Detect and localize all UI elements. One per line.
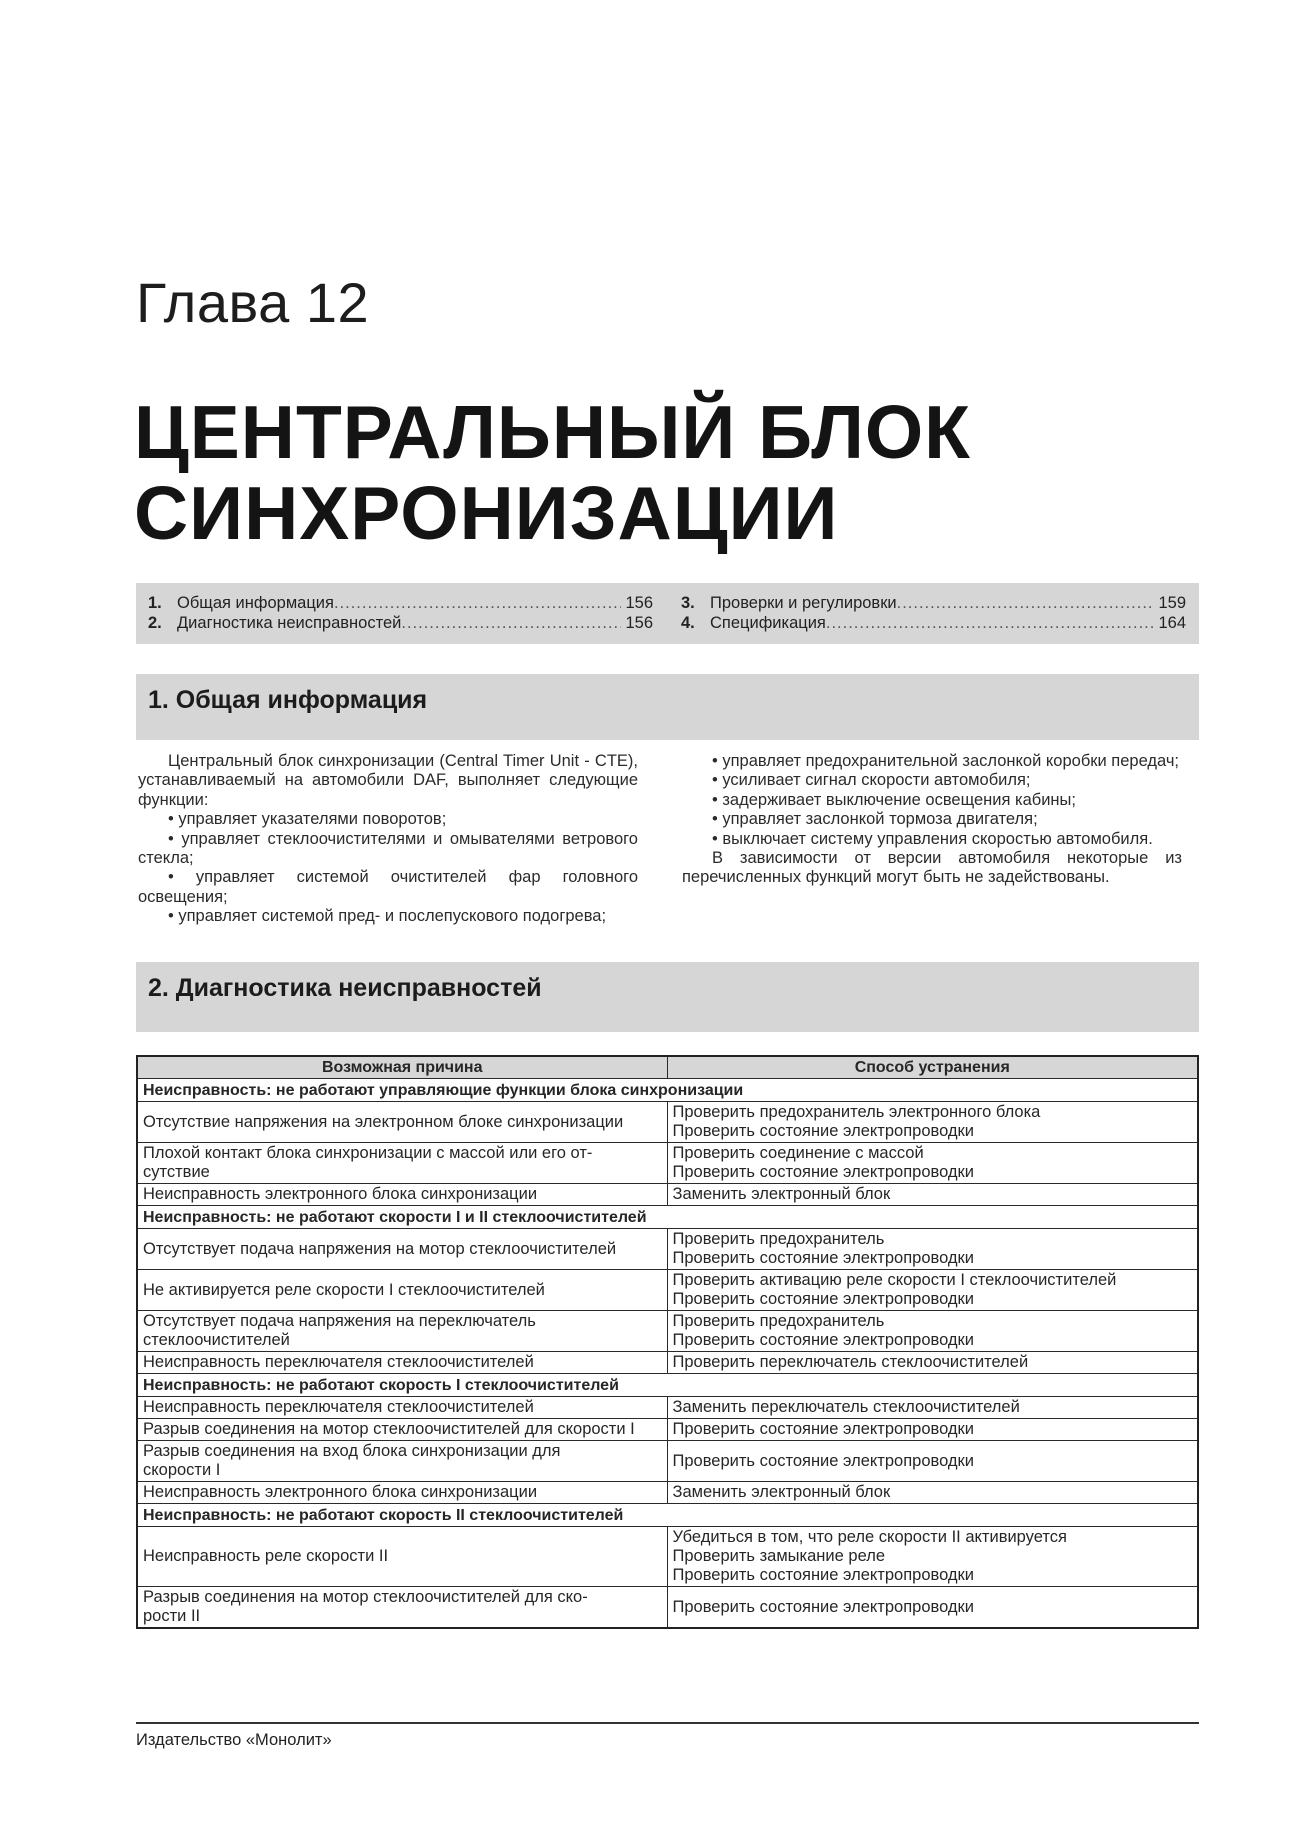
fix-text: Проверить переключатель стеклоочистителей [672,1353,1029,1371]
body-paragraph: Центральный блок синхронизации (Central Timer Unit - CTE), устанавливаемый на автомобили DAF, выполняет следующие функции: [138,752,638,809]
bullet-item: • управляет предохранительной заслонкой коробки передач; [712,752,1180,770]
fix-cell [667,1482,1198,1504]
cause-cell [137,1397,667,1419]
cause-text: Неисправность электронного блока синхронизации [143,1185,538,1203]
fix-cell [667,1397,1198,1419]
bullet-item: • управляет указателями поворотов; [168,810,447,829]
group-heading: Неисправность: не работают скорости I и II стеклоочистителей [137,1206,1198,1229]
cause-text: Не активируется реле скорости I стеклоочистителей [143,1280,545,1299]
fix-text: Проверить замыкание реле [672,1547,886,1565]
fix-cell [667,1184,1198,1206]
table-group-row [137,1504,1198,1527]
fix-text: Проверить состояние электропроводки [672,1122,974,1140]
toc-item-number: 1. [148,594,162,612]
body-paragraph: В зависимости от версии автомобиля некоторые из перечисленных функций могут быть не задействованы. [682,849,1182,887]
cause-cell [137,1229,667,1270]
table-row [137,1482,1198,1504]
fix-text: Проверить состояние электропроводки [672,1249,974,1267]
toc-leader-dots [401,614,621,633]
table-body [137,1079,1198,1629]
bullet-item: • управляет стеклоочистителями и омывателями ветрового стекла; [138,829,638,868]
column-header-cause: Возможная причина [137,1056,667,1079]
toc-column-left [148,594,653,634]
toc-leader-dots [897,594,1155,613]
bullet-item: • усиливает сигнал скорости автомобиля; [712,771,1031,790]
fix-cell [667,1143,1198,1184]
table-row [137,1229,1198,1270]
column-header-fix: Способ устранения [667,1056,1198,1079]
cause-cell [137,1587,667,1629]
table-row [137,1311,1198,1352]
toc-column-right [681,594,1186,634]
fix-text: Проверить активацию реле скорости I стеклоочистителей [672,1271,1117,1289]
fix-text: Проверить состояние электропроводки [672,1163,974,1181]
cause-text: Разрыв соединения на мотор стеклоочистителей для скорости I [143,1420,635,1438]
cause-text: Неисправность реле скорости II [143,1547,389,1565]
toc-item-page: 156 [625,614,653,632]
toc-leader-dots [826,614,1155,633]
cause-cell [137,1311,667,1352]
fix-cell [667,1441,1198,1482]
toc-item-page: 159 [1158,594,1186,612]
chapter-title [134,392,971,554]
toc-item-number: 3. [681,594,695,612]
bullet-item: • задерживает выключение освещения кабины; [712,790,1076,809]
cause-text: Отсутствует подача напряжения на переключатель [143,1312,536,1330]
fix-text: Заменить переключатель стеклоочистителей [672,1398,1020,1416]
fix-cell [667,1102,1198,1143]
toc-item-page: 164 [1158,614,1186,632]
toc-item-number: 4. [681,614,695,632]
fix-text: Проверить состояние электропроводки [672,1451,974,1470]
table-header-row [137,1056,1198,1079]
toc-item-number: 2. [148,614,162,632]
fix-text: Проверить предохранитель [672,1230,885,1248]
cause-text: Неисправность электронного блока синхронизации [143,1483,538,1501]
cause-text: сутствие [143,1163,210,1181]
fix-cell [667,1270,1198,1311]
fix-cell [667,1352,1198,1374]
cause-cell [137,1143,667,1184]
cause-cell [137,1270,667,1311]
footer-publisher: Издательство «Монолит» [136,1731,332,1749]
table-group-row [137,1079,1198,1102]
toc-item-page: 156 [625,594,653,612]
fix-text: Проверить состояние электропроводки [672,1331,974,1349]
chapter-title-line: СИНХРОНИЗАЦИИ [134,471,839,555]
chapter-label: Глава 12 [136,271,370,334]
cause-text: Неисправность переключателя стеклоочистителей [143,1398,534,1416]
cause-cell [137,1441,667,1482]
cause-cell [137,1184,667,1206]
toc-item-label: Общая информация [177,594,334,612]
fix-cell [667,1311,1198,1352]
table-row [137,1397,1198,1419]
cause-text: рости II [143,1607,201,1625]
fix-text: Проверить состояние электропроводки [672,1290,974,1308]
cause-cell [137,1419,667,1441]
toc-item-label: Диагностика неисправностей [177,614,402,632]
diagnostics-table [136,1055,1199,1629]
cause-text: стеклоочистителей [143,1331,290,1349]
fix-text: Заменить электронный блок [672,1483,891,1501]
table-row [137,1102,1198,1143]
group-heading: Неисправность: не работают скорость II стеклоочистителей [137,1504,1198,1527]
fix-cell [667,1587,1198,1629]
cause-text: Отсутствует подача напряжения на мотор стеклоочистителей [143,1239,617,1258]
table-row [137,1587,1198,1629]
section-heading: 1. Общая информация [148,686,428,714]
cause-text: Плохой контакт блока синхронизации с массой или его от- [143,1144,593,1162]
section-header-diagnostics [136,962,1199,1032]
cause-text: Неисправность переключателя стеклоочистителей [143,1353,534,1371]
fix-text: Проверить состояние электропроводки [672,1566,974,1584]
fix-text: Убедиться в том, что реле скорости II активируется [672,1528,1067,1546]
bullet-item: • управляет системой пред- и послепускового подогрева; [168,907,607,926]
toc-item[interactable] [148,614,653,634]
footer-divider [136,1722,1199,1724]
chapter-title-line: ЦЕНТРАЛЬНЫЙ БЛОК [134,390,971,474]
cause-cell [137,1482,667,1504]
cause-cell [137,1352,667,1374]
bullet-item: • управляет системой очистителей фар головного освещения; [138,868,638,906]
section-header-general-info [136,674,1199,740]
fix-text: Проверить предохранитель [672,1312,885,1330]
cause-text: Отсутствие напряжения на электронном блоке синхронизации [143,1112,624,1131]
cause-cell [137,1102,667,1143]
table-row [137,1143,1198,1184]
cause-text: скорости I [143,1461,221,1479]
table-of-contents [136,583,1199,644]
fix-cell [667,1527,1198,1587]
fix-text: Проверить соединение с массой [672,1144,924,1162]
cause-text: Разрыв соединения на мотор стеклоочистителей для ско- [143,1588,588,1606]
toc-item-label: Спецификация [710,614,826,632]
fix-cell [667,1229,1198,1270]
fix-cell [667,1419,1198,1441]
cause-text: Разрыв соединения на вход блока синхронизации для [143,1442,561,1460]
bullet-item: • управляет заслонкой тормоза двигателя; [712,810,1038,829]
cause-cell [137,1527,667,1587]
bullet-item: • выключает систему управления скоростью автомобиля. [712,829,1153,848]
table-row [137,1352,1198,1374]
fix-text: Проверить состояние электропроводки [672,1597,974,1616]
table-group-row [137,1206,1198,1229]
group-heading: Неисправность: не работают управляющие функции блока синхронизации [137,1079,1198,1102]
toc-item[interactable] [681,614,1186,634]
table-row [137,1184,1198,1206]
group-heading: Неисправность: не работают скорость I стеклоочистителей [137,1374,1198,1397]
body-column-right [682,752,1182,888]
table-row [137,1270,1198,1311]
toc-item[interactable] [681,594,1186,614]
toc-item-label: Проверки и регулировки [710,594,897,612]
fix-text: Заменить электронный блок [672,1185,891,1203]
toc-leader-dots [334,594,622,613]
fix-text: Проверить состояние электропроводки [672,1420,974,1438]
table-group-row [137,1374,1198,1397]
section-heading: 2. Диагностика неисправностей [148,974,542,1002]
table-row [137,1419,1198,1441]
table-row [137,1527,1198,1587]
toc-item[interactable] [148,594,653,614]
table-row [137,1441,1198,1482]
fix-text: Проверить предохранитель электронного блока [672,1103,1041,1121]
body-column-left [138,752,638,927]
